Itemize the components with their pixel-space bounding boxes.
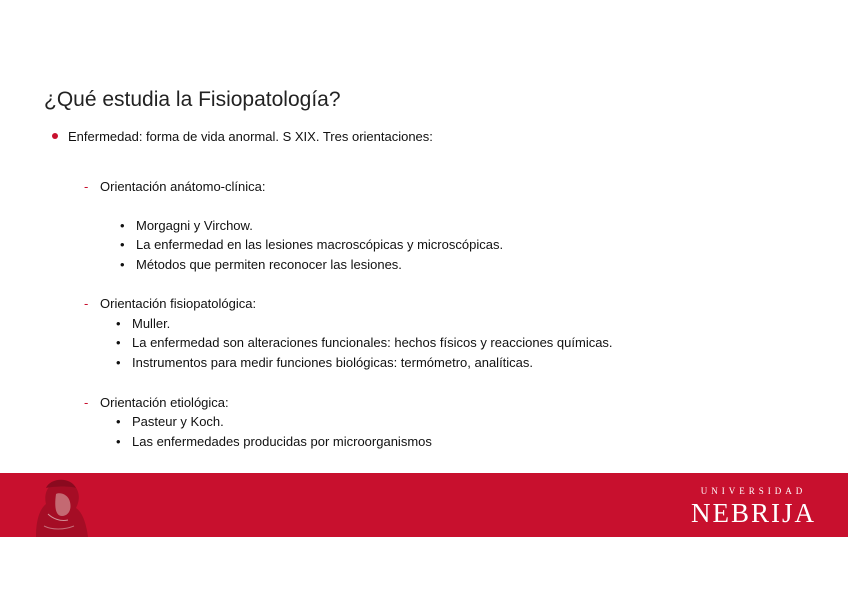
list-item — [120, 257, 402, 272]
list-item — [116, 414, 224, 429]
section-heading-anatomo-clinica — [84, 179, 266, 194]
bullet-icon: • — [116, 316, 121, 331]
brand-big-text: NEBRIJA — [690, 498, 816, 528]
intro-text: Enfermedad: forma de vida anormal. S XIX. Tres orientaciones: — [68, 129, 433, 144]
list-item-text: Métodos que permiten reconocer las lesiones. — [136, 257, 402, 272]
list-item-text: La enfermedad son alteraciones funcionales: hechos físicos y reacciones químicas. — [132, 335, 613, 350]
university-logo — [691, 486, 816, 528]
list-item — [116, 355, 534, 370]
list-item — [120, 237, 504, 252]
section-heading-text: Orientación fisiopatológica: — [100, 296, 257, 311]
brand-small-text: UNIVERSIDAD — [700, 486, 807, 496]
section-heading-fisiopatologica — [84, 296, 257, 311]
bullet-icon: • — [120, 218, 125, 233]
list-item — [116, 316, 171, 331]
section-heading-text: Orientación anátomo-clínica: — [100, 179, 266, 194]
slide-title: ¿Qué estudia la Fisiopatología? — [44, 88, 341, 111]
list-item — [116, 335, 613, 350]
intro-bullet — [68, 129, 433, 144]
list-item — [120, 218, 253, 233]
list-item-text: Muller. — [132, 316, 171, 331]
bullet-icon: • — [116, 355, 121, 370]
list-item-text: Instrumentos para medir funciones biológicas: termómetro, analíticas. — [132, 355, 534, 370]
section-heading-etiologica — [84, 395, 229, 410]
bullet-icon: • — [116, 414, 121, 429]
list-item — [116, 434, 432, 449]
list-item-text: Pasteur y Koch. — [132, 414, 224, 429]
bullet-icon: • — [120, 237, 125, 252]
bullet-icon: • — [120, 257, 125, 272]
dash-bullet-icon: - — [84, 296, 89, 311]
bullet-icon: • — [116, 434, 121, 449]
bullet-icon: • — [116, 335, 121, 350]
portrait-logo-icon — [26, 474, 90, 537]
list-item-text: Las enfermedades producidas por microorganismos — [132, 434, 432, 449]
section-heading-text: Orientación etiológica: — [100, 395, 229, 410]
list-item-text: La enfermedad en las lesiones macroscópicas y microscópicas. — [136, 237, 504, 252]
dash-bullet-icon: - — [84, 179, 89, 194]
dash-bullet-icon: - — [84, 395, 89, 410]
list-item-text: Morgagni y Virchow. — [136, 218, 253, 233]
red-bullet-icon — [52, 133, 58, 139]
